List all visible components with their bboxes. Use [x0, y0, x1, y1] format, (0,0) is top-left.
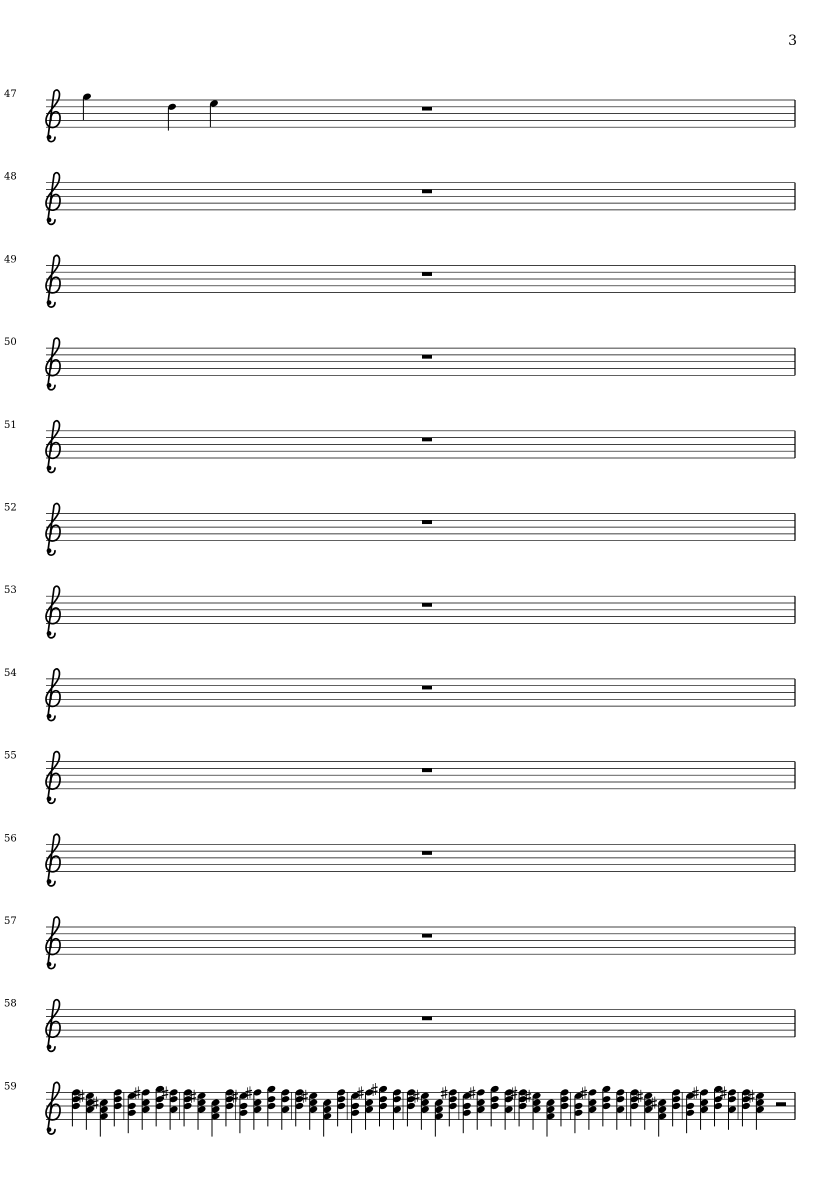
chord [650, 1097, 667, 1137]
chord [245, 1086, 262, 1129]
measure-number: 47 [4, 89, 17, 100]
chord [392, 1088, 402, 1130]
treble-clef-icon [46, 173, 60, 225]
sharp-icon [245, 1086, 252, 1099]
chord [350, 1092, 360, 1134]
treble-clef-icon [46, 1082, 60, 1134]
chord [490, 1085, 500, 1127]
chord [602, 1085, 612, 1127]
chord [560, 1088, 570, 1126]
whole-rest [422, 1017, 432, 1021]
chord [267, 1085, 277, 1127]
chord [225, 1088, 235, 1126]
whole-rest [422, 107, 432, 111]
whole-rest [422, 272, 432, 276]
treble-clef-icon [46, 504, 60, 556]
treble-clef-icon [46, 586, 60, 638]
chord [190, 1090, 207, 1130]
chord [720, 1086, 737, 1129]
chord [462, 1092, 472, 1134]
chord [211, 1098, 221, 1136]
measure-number: 58 [4, 998, 17, 1010]
chord [580, 1086, 597, 1129]
page-number: 3 [788, 33, 797, 49]
measure-number: 49 [4, 254, 17, 266]
measure-number: 59 [4, 1081, 17, 1093]
measure-number: 53 [4, 585, 17, 597]
chord [504, 1088, 514, 1130]
system-59 [4, 1081, 795, 1136]
chord [525, 1090, 542, 1130]
chord [71, 1088, 81, 1126]
half-rest [776, 1102, 786, 1106]
system-55 [4, 751, 795, 804]
chord [92, 1097, 109, 1137]
treble-clef-icon [46, 255, 60, 307]
measure-number: 57 [4, 916, 17, 927]
treble-clef-icon [46, 834, 60, 886]
sharp-icon [134, 1086, 141, 1099]
whole-rest [422, 603, 432, 607]
chord [134, 1086, 151, 1129]
measure-number: 51 [4, 419, 17, 431]
measure-number: 54 [4, 667, 17, 679]
treble-clef-icon [46, 1000, 60, 1052]
chord [406, 1088, 416, 1126]
treble-clef-icon [46, 421, 60, 473]
system-47 [4, 89, 795, 142]
chord [413, 1090, 430, 1130]
chord [113, 1088, 123, 1126]
chord [294, 1088, 304, 1126]
whole-rest [422, 768, 432, 772]
measure-number: 48 [4, 171, 17, 183]
whole-rest [422, 190, 432, 194]
treble-clef-icon [46, 752, 60, 804]
whole-rest [422, 355, 432, 359]
chord [636, 1090, 653, 1130]
chord [322, 1098, 332, 1136]
whole-rest [422, 934, 432, 938]
chord [469, 1086, 486, 1129]
sharp-icon [371, 1083, 378, 1096]
chord [741, 1088, 751, 1126]
system-52 [4, 503, 795, 556]
chord [434, 1098, 444, 1136]
sharp-icon [692, 1086, 699, 1099]
sharp-icon [441, 1086, 448, 1099]
system-58 [4, 999, 795, 1052]
chord [127, 1092, 137, 1134]
system-51 [4, 420, 795, 473]
chord [546, 1098, 556, 1136]
chord [685, 1092, 695, 1134]
chord [280, 1088, 290, 1130]
chord [574, 1092, 584, 1134]
sharp-icon [469, 1086, 476, 1099]
system-49 [4, 254, 795, 307]
chord [629, 1088, 639, 1126]
chord [162, 1086, 179, 1129]
measure-number: 56 [4, 833, 17, 845]
chord [616, 1088, 626, 1130]
whole-rest [422, 438, 432, 442]
whole-rest [422, 851, 432, 855]
system-50 [4, 337, 795, 390]
sharp-icon [357, 1086, 364, 1099]
system-54 [4, 668, 795, 721]
sharp-icon [580, 1086, 587, 1099]
chord [692, 1086, 709, 1129]
chord [336, 1088, 346, 1126]
treble-clef-icon [46, 917, 60, 969]
system-56 [4, 833, 795, 886]
chord [671, 1088, 681, 1126]
chord [748, 1090, 765, 1130]
treble-clef-icon [46, 338, 60, 390]
system-48 [4, 172, 795, 225]
system-53 [4, 585, 795, 638]
chord [78, 1090, 95, 1130]
whole-rest [422, 686, 432, 690]
measure-number: 52 [4, 502, 17, 514]
system-57 [4, 916, 795, 969]
whole-rest [422, 520, 432, 524]
treble-clef-icon [46, 90, 60, 142]
treble-clef-icon [46, 669, 60, 721]
chord [301, 1090, 318, 1130]
measure-number: 50 [4, 337, 17, 349]
measure-number: 55 [4, 750, 17, 762]
chord [183, 1088, 193, 1126]
